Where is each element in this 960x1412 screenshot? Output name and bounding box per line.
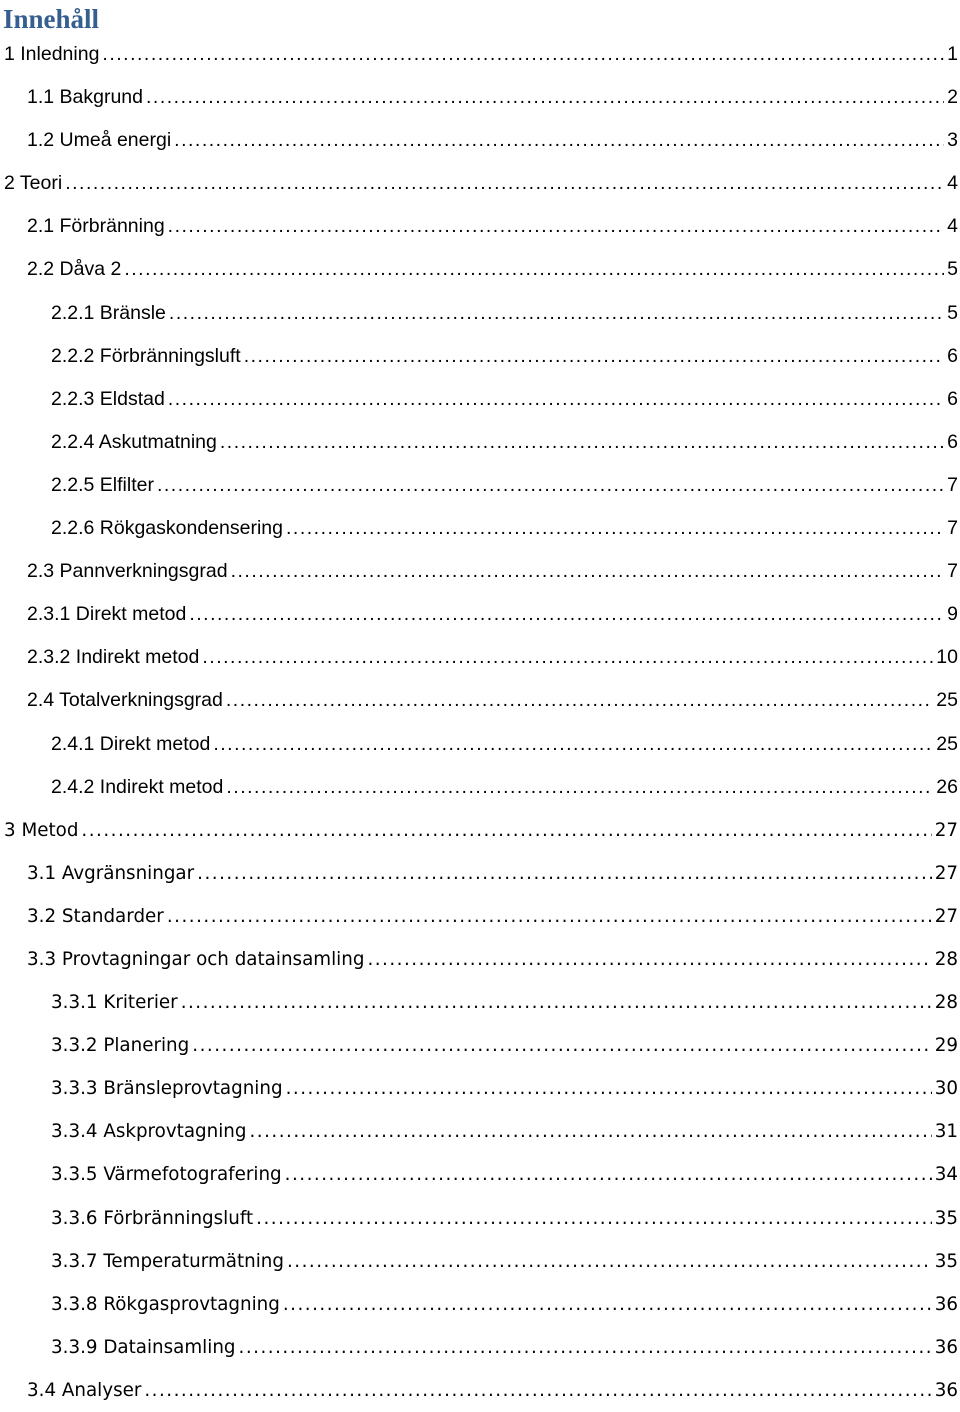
dot-leader (283, 1283, 932, 1326)
toc-entry-label: 1 Inledning (4, 43, 100, 65)
toc-entry-label: 1.2 Umeå energi (27, 129, 172, 152)
toc-entry-page-number: 9 (947, 603, 958, 626)
toc-entry-label: 3 Metod (4, 819, 79, 841)
toc-entry-page-number: 30 (934, 1078, 958, 1100)
toc-entry-page-number: 6 (947, 387, 958, 410)
toc-entry[interactable] (0, 162, 960, 205)
dot-leader (239, 1326, 932, 1369)
toc-entry-page-number: 7 (947, 517, 958, 540)
toc-entry[interactable] (0, 981, 960, 1024)
dot-leader (146, 76, 944, 119)
toc-entry-label: 2.4.2 Indirekt metod (51, 775, 224, 798)
toc-entry-label: 2.3 Pannverkningsgrad (27, 560, 228, 583)
dot-leader (81, 809, 931, 852)
toc-entry-label: 2.2.6 Rökgaskondensering (51, 517, 283, 540)
toc-entry-label: 2.2.3 Eldstad (51, 387, 165, 410)
toc-entry-page-number: 36 (934, 1336, 958, 1358)
toc-entry[interactable] (0, 636, 960, 679)
dot-leader (168, 205, 944, 248)
toc-entry-page-number: 5 (947, 258, 958, 281)
dot-leader (197, 852, 932, 895)
dot-leader (256, 1197, 932, 1240)
toc-entry-label: 1.1 Bakgrund (27, 86, 144, 109)
toc-entry[interactable] (0, 421, 960, 464)
toc-entry-page-number: 4 (947, 172, 958, 195)
toc-entry-page-number: 25 (936, 689, 958, 712)
toc-entry[interactable] (0, 1153, 960, 1196)
toc-entry-label: 3.3.7 Temperaturmätning (51, 1250, 284, 1272)
toc-entry-page-number: 5 (947, 301, 958, 324)
toc-entry-page-number: 26 (936, 775, 958, 798)
dot-leader (65, 162, 944, 205)
toc-entry[interactable] (0, 938, 960, 981)
dot-leader (287, 1240, 932, 1283)
dot-leader (226, 679, 933, 722)
dot-leader (226, 766, 933, 809)
toc-entry[interactable] (0, 76, 960, 119)
toc-entry-label: 3.1 Avgränsningar (27, 862, 195, 884)
toc-entry[interactable] (0, 1369, 960, 1412)
toc-entry[interactable] (0, 1326, 960, 1369)
toc-entry[interactable] (0, 1283, 960, 1326)
toc-entry-page-number: 35 (934, 1207, 958, 1229)
toc-entry-label: 2.1 Förbränning (27, 215, 165, 238)
toc-entry-page-number: 4 (947, 215, 958, 238)
dot-leader (189, 593, 944, 636)
toc-entry[interactable] (0, 464, 960, 507)
dot-leader (157, 464, 944, 507)
toc-entry[interactable] (0, 1197, 960, 1240)
toc-entry-label: 3.3.6 Förbränningsluft (51, 1207, 254, 1229)
toc-entry-label: 2.4 Totalverkningsgrad (27, 689, 223, 712)
toc-entry[interactable] (0, 723, 960, 766)
toc-entry[interactable] (0, 766, 960, 809)
toc-entry-page-number: 36 (934, 1379, 958, 1401)
dot-leader (192, 1024, 931, 1067)
toc-entry-label: 3.3.3 Bränsleprovtagning (51, 1078, 283, 1100)
toc-entry-label: 3.3.4 Askprovtagning (51, 1121, 247, 1143)
toc-heading: Innehåll (3, 4, 100, 34)
dot-leader (367, 938, 931, 981)
toc-entry-page-number: 6 (947, 430, 958, 453)
toc-entry-page-number: 28 (934, 992, 958, 1014)
toc-entry-page-number: 7 (947, 473, 958, 496)
dot-leader (167, 895, 932, 938)
dot-leader (286, 1067, 932, 1110)
toc-entry[interactable] (0, 292, 960, 335)
dot-leader (169, 292, 944, 335)
toc-entry[interactable] (0, 895, 960, 938)
toc-entry-page-number: 2 (947, 86, 958, 109)
toc-entry-page-number: 27 (934, 819, 958, 841)
toc-entry-label: 2.4.1 Direkt metod (51, 732, 211, 755)
toc-entry-label: 2.2.4 Askutmatning (51, 430, 217, 453)
toc-list (0, 33, 960, 1412)
dot-leader (213, 723, 933, 766)
toc-entry[interactable] (0, 335, 960, 378)
toc-entry-page-number: 29 (934, 1035, 958, 1057)
toc-entry-page-number: 34 (934, 1164, 958, 1186)
toc-entry[interactable] (0, 119, 960, 162)
toc-entry-label: 2.3.2 Indirekt metod (27, 646, 200, 669)
toc-entry-page-number: 6 (947, 344, 958, 367)
toc-entry-label: 3.3.5 Värmefotografering (51, 1164, 282, 1186)
dot-leader (220, 421, 944, 464)
dot-leader (124, 248, 944, 291)
toc-entry-page-number: 10 (936, 646, 958, 669)
toc-entry[interactable] (0, 550, 960, 593)
toc-entry-label: 2.2.5 Elfilter (51, 473, 154, 496)
dot-leader (286, 507, 944, 550)
toc-entry-page-number: 28 (934, 948, 958, 970)
toc-entry[interactable] (0, 378, 960, 421)
dot-leader (202, 636, 933, 679)
dot-leader (168, 378, 944, 421)
toc-entry-page-number: 3 (947, 129, 958, 152)
toc-entry-page-number: 1 (947, 43, 958, 65)
toc-entry-page-number: 31 (934, 1121, 958, 1143)
toc-entry[interactable] (0, 1024, 960, 1067)
dot-leader (102, 33, 944, 76)
toc-entry[interactable] (0, 679, 960, 722)
toc-entry-label: 2.2.2 Förbränningsluft (51, 344, 241, 367)
toc-entry-label: 3.3.8 Rökgasprovtagning (51, 1293, 280, 1315)
dot-leader (250, 1110, 932, 1153)
toc-entry[interactable] (0, 1067, 960, 1110)
toc-entry[interactable] (0, 507, 960, 550)
toc-entry[interactable] (0, 852, 960, 895)
toc-entry[interactable] (0, 809, 960, 852)
toc-entry-label: 2.3.1 Direkt metod (27, 603, 187, 626)
toc-entry-page-number: 25 (936, 732, 958, 755)
toc-entry[interactable] (0, 248, 960, 291)
toc-entry-label: 3.3 Provtagningar och datainsamling (27, 948, 365, 970)
toc-entry[interactable] (0, 593, 960, 636)
toc-entry-label: 3.3.9 Datainsamling (51, 1336, 236, 1358)
toc-entry-label: 3.2 Standarder (27, 905, 164, 927)
toc-entry-label: 2 Teori (4, 172, 63, 195)
toc-entry[interactable] (0, 1240, 960, 1283)
toc-entry-page-number: 35 (934, 1250, 958, 1272)
toc-entry-page-number: 27 (934, 905, 958, 927)
toc-entry[interactable] (0, 1110, 960, 1153)
toc-entry-page-number: 36 (934, 1293, 958, 1315)
toc-entry-label: 2.2 Dåva 2 (27, 258, 122, 281)
toc-entry-label: 3.4 Analyser (27, 1379, 142, 1401)
dot-leader (181, 981, 932, 1024)
toc-entry-page-number: 7 (947, 560, 958, 583)
toc-entry-label: 3.3.2 Planering (51, 1035, 190, 1057)
toc-entry-page-number: 27 (934, 862, 958, 884)
toc-entry[interactable] (0, 205, 960, 248)
toc-entry-label: 3.3.1 Kriterier (51, 992, 178, 1014)
dot-leader (285, 1153, 932, 1196)
dot-leader (244, 335, 944, 378)
toc-entry[interactable] (0, 33, 960, 76)
dot-leader (144, 1369, 931, 1412)
dot-leader (231, 550, 945, 593)
dot-leader (174, 119, 944, 162)
toc-entry-label: 2.2.1 Bränsle (51, 301, 166, 324)
